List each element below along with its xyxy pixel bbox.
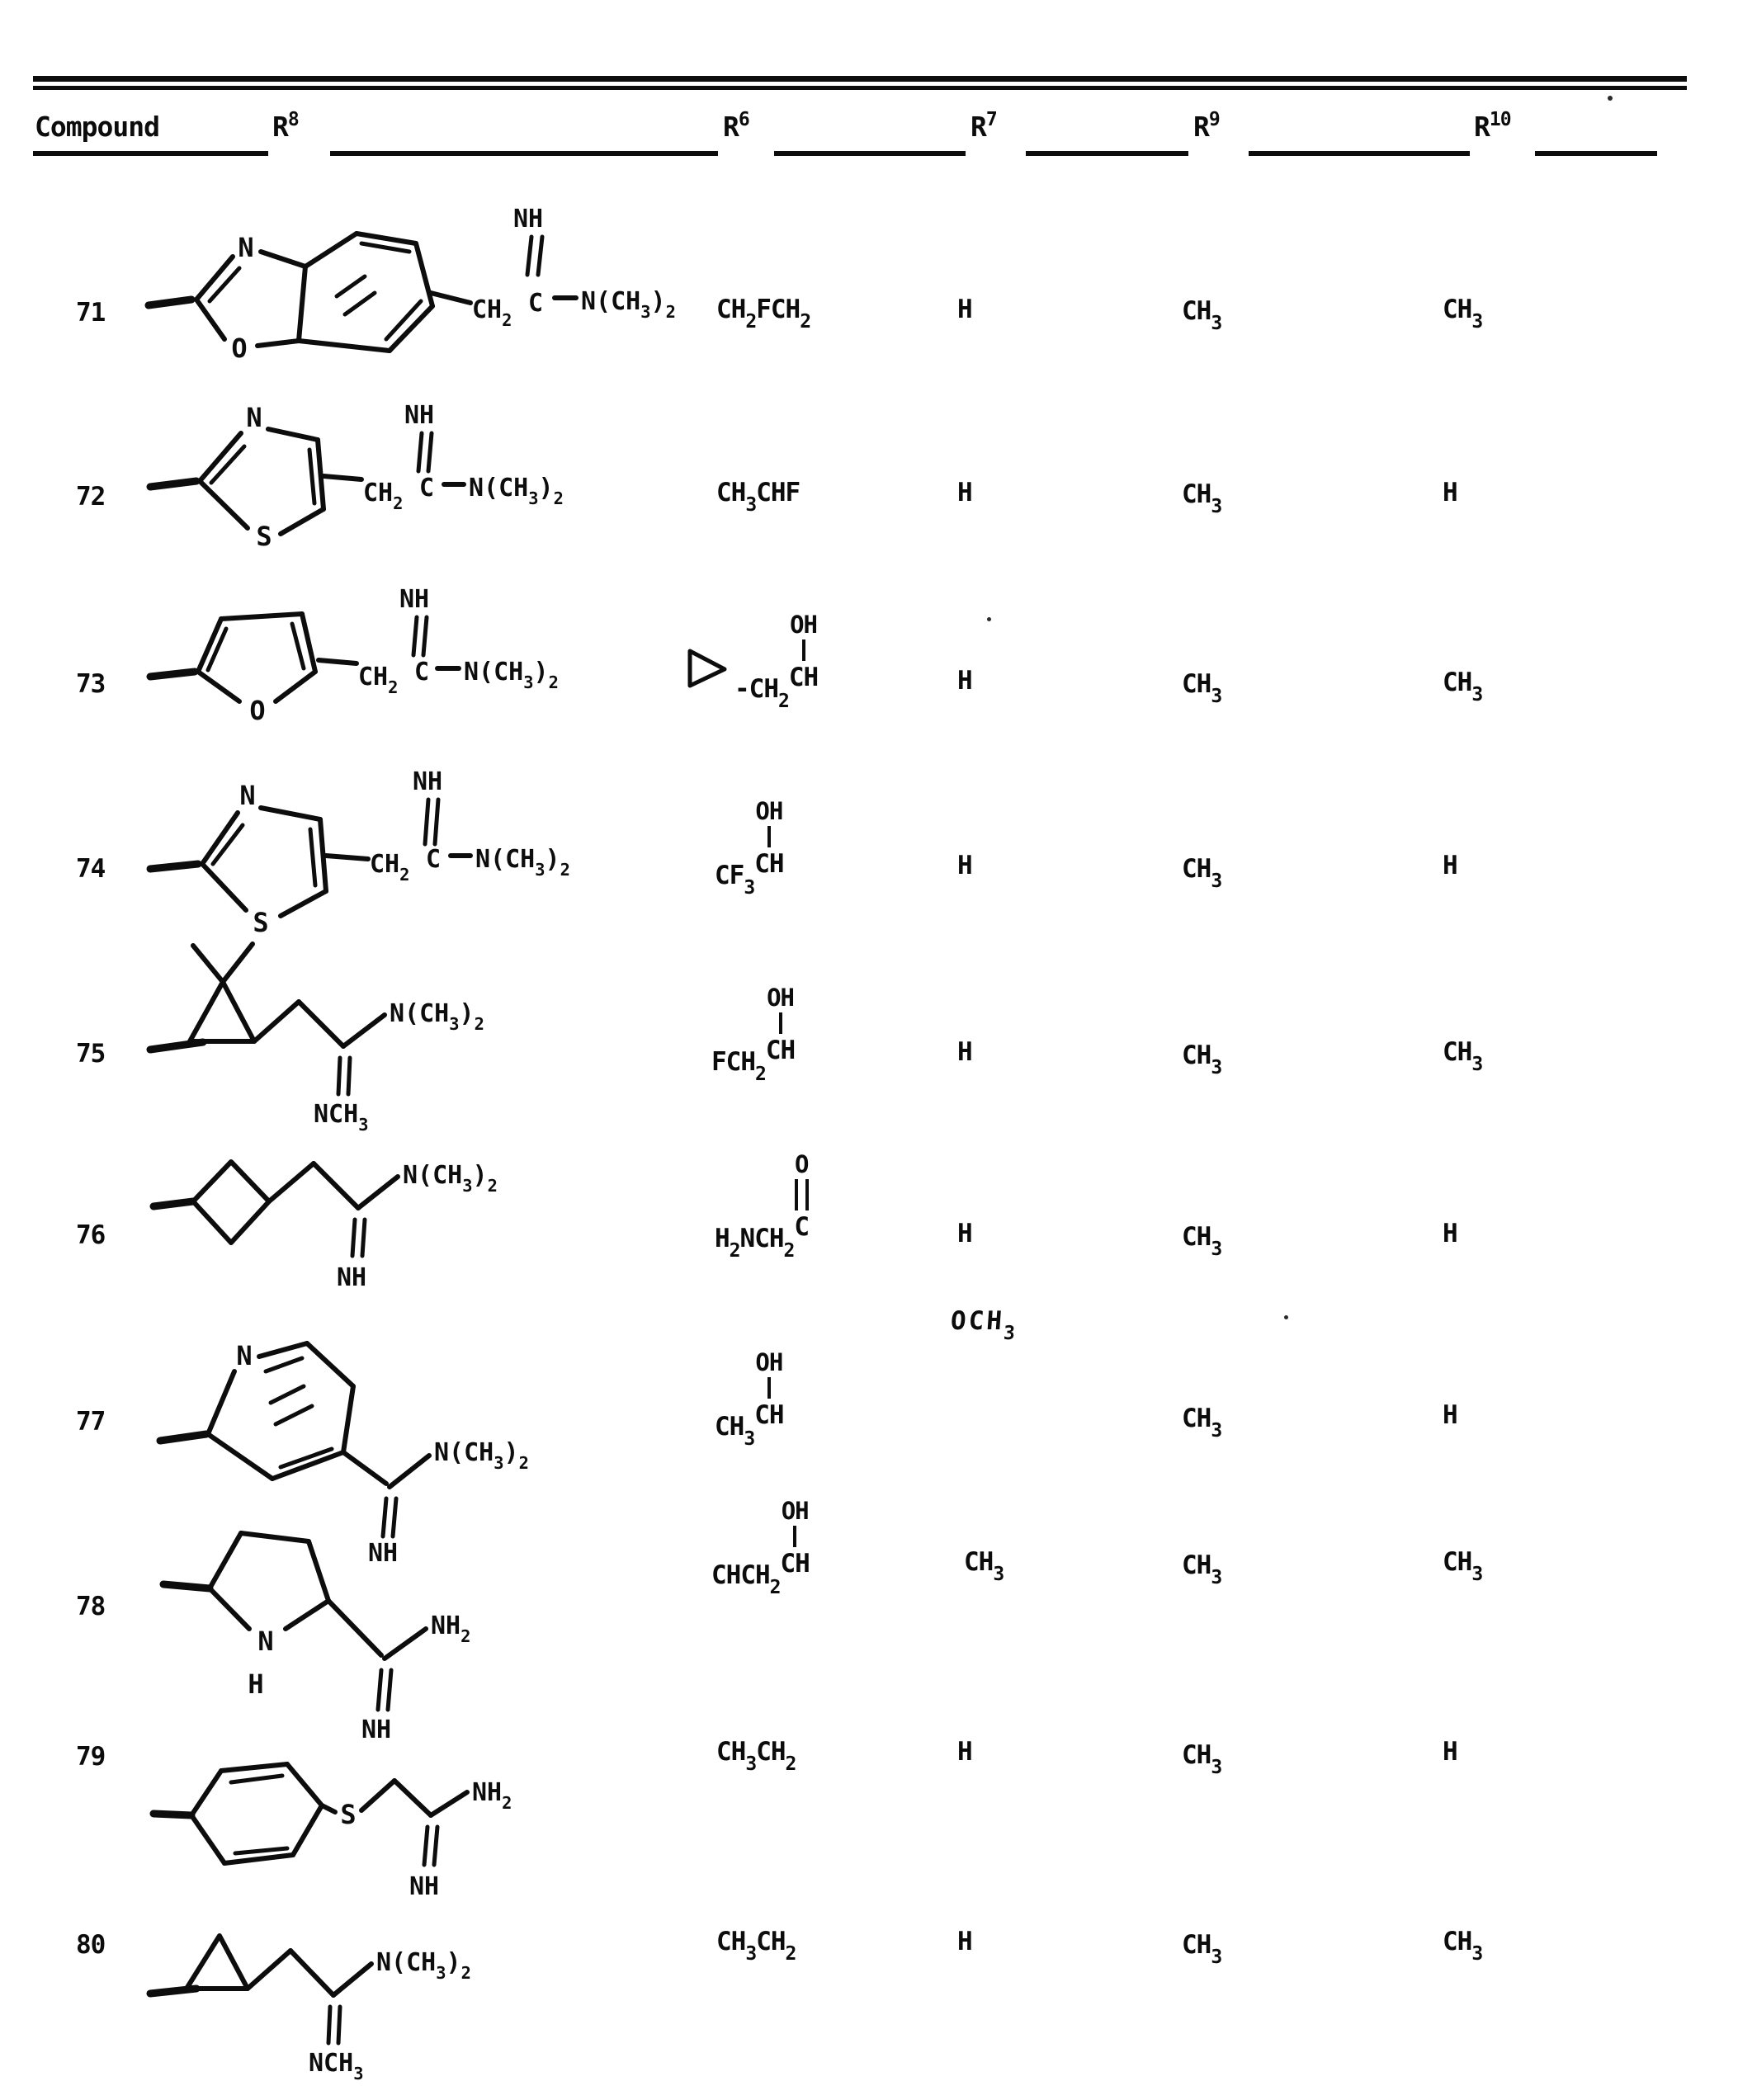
- chain-ch2-label: $CH_2$: [363, 479, 404, 513]
- ink-speck: [1284, 1315, 1288, 1319]
- r6-ch: CH: [780, 1549, 810, 1579]
- r10-value: H: [1443, 851, 1457, 880]
- pyrrolidine-structure: [140, 1508, 718, 1749]
- header-underline: [774, 151, 966, 156]
- dimethylcyclopropane-structure: [140, 934, 718, 1159]
- r6-value: [715, 1150, 810, 1262]
- r9-value: $CH_3$: [1182, 854, 1222, 892]
- oh-label: OH: [781, 1497, 809, 1525]
- ring-oxygen-label: O: [249, 695, 266, 726]
- r6-pre: $CF_3$: [715, 861, 755, 899]
- r6-value: [715, 797, 784, 899]
- r6-value: $CH_3CH_2$: [716, 1737, 796, 1775]
- r7-value: H: [957, 1219, 972, 1248]
- cyclobutane-structure: [140, 1129, 718, 1320]
- r6-pre: $CH_3$: [715, 1412, 755, 1451]
- imine-label: NH: [404, 401, 435, 430]
- compound-number: 77: [76, 1407, 106, 1437]
- r9-value: $CH_3$: [1182, 1930, 1222, 1968]
- r6-value: [711, 1497, 810, 1599]
- r6-c: C: [794, 1212, 810, 1243]
- ring-oxygen-label: O: [231, 333, 248, 364]
- chain-c-label: C: [528, 289, 544, 318]
- imine-label: NH: [513, 205, 544, 234]
- r7-value: $CH_3$: [964, 1547, 1004, 1585]
- header-underline: [1535, 151, 1657, 156]
- header-underline: [33, 151, 268, 156]
- hydroxy-stack: [766, 985, 795, 1077]
- r6-pre: $H_2NCH_2$: [715, 1224, 795, 1262]
- column-header-compound: Compound: [35, 111, 159, 143]
- compound-number: 72: [76, 482, 106, 512]
- chain-ch2-label: $CH_2$: [358, 663, 399, 697]
- r6-value: [711, 984, 796, 1086]
- single-bond: [779, 1012, 782, 1034]
- ring-nh-hydrogen-label: H: [248, 1668, 264, 1700]
- r9-value: $CH_3$: [1182, 1550, 1222, 1588]
- imine-label: NH: [368, 1539, 399, 1568]
- r7-value: H: [957, 478, 972, 507]
- thiazole-structure: [140, 384, 718, 578]
- oh-label: OH: [755, 1348, 783, 1376]
- r9-value: $CH_3$: [1182, 1404, 1222, 1442]
- compound-number: 71: [76, 298, 106, 328]
- o-label: O: [794, 1150, 809, 1178]
- compound-number: 73: [76, 669, 106, 699]
- amine-label: $N(CH_3)_2$: [581, 287, 676, 322]
- r10-value: $CH_3$: [1443, 1927, 1483, 1965]
- compound-number: 80: [76, 1930, 106, 1960]
- thiazole-structure: [140, 747, 718, 963]
- r6-pre: $CHCH_2$: [711, 1560, 781, 1599]
- r10-value: $CH_3$: [1443, 295, 1483, 333]
- ring-sulfur-label: S: [256, 521, 272, 552]
- r6-pre: $-CH_2$: [734, 674, 789, 713]
- r7-value: H: [957, 295, 972, 324]
- hydroxy-stack: [781, 1498, 810, 1590]
- imine-label: NH: [399, 585, 430, 614]
- r6-value: [682, 611, 819, 713]
- r6-pre: $FCH_2$: [711, 1047, 766, 1086]
- top-rule-2: [33, 86, 1687, 90]
- chain-c-label: C: [419, 474, 435, 503]
- single-bond: [793, 1526, 796, 1547]
- column-header-r10: $R^{10}$: [1474, 109, 1511, 143]
- r7-value: H: [957, 1927, 972, 1956]
- amine-label: $N(CH_3)_2$: [434, 1438, 529, 1473]
- cyclopropyl-icon: [682, 646, 731, 692]
- r9-value: $CH_3$: [1182, 1740, 1222, 1778]
- chain-c-label: C: [414, 658, 430, 687]
- double-bond: [795, 1179, 809, 1210]
- compound-number: 79: [76, 1742, 106, 1772]
- amine-label: $N(CH_3)_2$: [390, 999, 484, 1034]
- r10-value: H: [1443, 1400, 1457, 1430]
- r10-value: H: [1443, 1737, 1457, 1767]
- imine-label: $NCH_3$: [309, 2049, 364, 2083]
- single-bond: [802, 639, 805, 661]
- ring-nitrogen-label: N: [238, 232, 254, 263]
- chain-ch2-label: $CH_2$: [472, 295, 512, 330]
- compound-number: 78: [76, 1592, 106, 1621]
- imine-label: NH: [413, 767, 443, 796]
- r7-value: H: [957, 666, 972, 696]
- chain-ch2-label: $CH_2$: [370, 850, 410, 885]
- single-bond: [767, 1377, 771, 1399]
- imine-label: NH: [361, 1715, 392, 1744]
- hydroxy-stack: [754, 799, 783, 890]
- carbonyl-stack: [794, 1152, 809, 1253]
- r6-ch: CH: [765, 1036, 796, 1066]
- r10-value: $CH_3$: [1443, 668, 1483, 706]
- r6-value: $CH_3CH_2$: [716, 1927, 796, 1965]
- benzoxazole-structure: [140, 194, 718, 388]
- hydroxy-stack: [754, 1350, 783, 1442]
- cyclopropane-structure: [140, 1913, 718, 2098]
- r6-ch: CH: [754, 1400, 784, 1431]
- compound-number: 74: [76, 854, 106, 884]
- oh-label: OH: [767, 984, 794, 1012]
- single-bond: [767, 826, 771, 847]
- header-underline: [1026, 151, 1188, 156]
- ring-sulfur-label: S: [253, 907, 269, 938]
- amine-label: $N(CH_3)_2$: [403, 1161, 498, 1196]
- r10-value: $CH_3$: [1443, 1547, 1483, 1585]
- hydroxy-stack: [789, 612, 818, 704]
- r10-value: H: [1443, 478, 1457, 507]
- header-underline: [330, 151, 718, 156]
- amine-label: $N(CH_3)_2$: [469, 474, 564, 508]
- header-underline: [1249, 151, 1470, 156]
- r6-value: $CH_2FCH_2$: [716, 295, 811, 333]
- ring-nitrogen-label: N: [236, 1340, 253, 1371]
- r6-value: $CH_3CHF$: [716, 478, 801, 516]
- chain-c-label: C: [426, 845, 442, 874]
- imine-label: NH: [409, 1872, 440, 1901]
- amine-label: $NH_2$: [472, 1778, 512, 1813]
- r6-ch: CH: [788, 663, 819, 693]
- oh-label: OH: [755, 797, 783, 825]
- r7-value: H: [957, 1037, 972, 1067]
- ring-nitrogen-label: N: [257, 1626, 274, 1657]
- column-header-r9: $R^9$: [1193, 109, 1220, 143]
- amine-label: $N(CH_3)_2$: [475, 845, 570, 880]
- compound-number: 75: [76, 1039, 106, 1069]
- r9-value: $CH_3$: [1182, 479, 1222, 517]
- r10-value: H: [1443, 1219, 1457, 1248]
- r9-value: $CH_3$: [1182, 669, 1222, 707]
- ink-speck: [1608, 96, 1613, 101]
- ring-nitrogen-label: N: [246, 402, 262, 433]
- r6-value: [715, 1348, 784, 1451]
- furan-structure: [140, 571, 718, 767]
- top-rule-1: [33, 76, 1687, 82]
- r9-value: $CH_3$: [1182, 1041, 1222, 1078]
- ink-speck: [987, 617, 991, 621]
- oh-label: OH: [790, 611, 817, 639]
- r9-value: $CH_3$: [1182, 1222, 1222, 1260]
- imine-label: $NCH_3$: [314, 1100, 369, 1135]
- amine-label: $NH_2$: [431, 1612, 471, 1646]
- imine-label: NH: [337, 1263, 367, 1292]
- r7-value: H: [957, 851, 972, 880]
- column-header-r6: $R^6$: [723, 109, 749, 143]
- amine-label: $N(CH_3)_2$: [376, 1948, 471, 1983]
- r7-value: $OCH_3$: [949, 1306, 1015, 1344]
- column-header-r8: $R^8$: [272, 109, 299, 143]
- compound-number: 76: [76, 1220, 106, 1250]
- amine-label: $N(CH_3)_2$: [464, 658, 559, 692]
- r7-value: H: [957, 1737, 972, 1767]
- r10-value: $CH_3$: [1443, 1037, 1483, 1075]
- thioether-sulfur-label: S: [340, 1799, 357, 1830]
- column-header-r7: $R^7$: [971, 109, 997, 143]
- ring-nitrogen-label: N: [239, 780, 256, 811]
- r9-value: $CH_3$: [1182, 296, 1222, 334]
- r6-ch: CH: [754, 849, 784, 880]
- phenylthio-structure: [140, 1731, 718, 1906]
